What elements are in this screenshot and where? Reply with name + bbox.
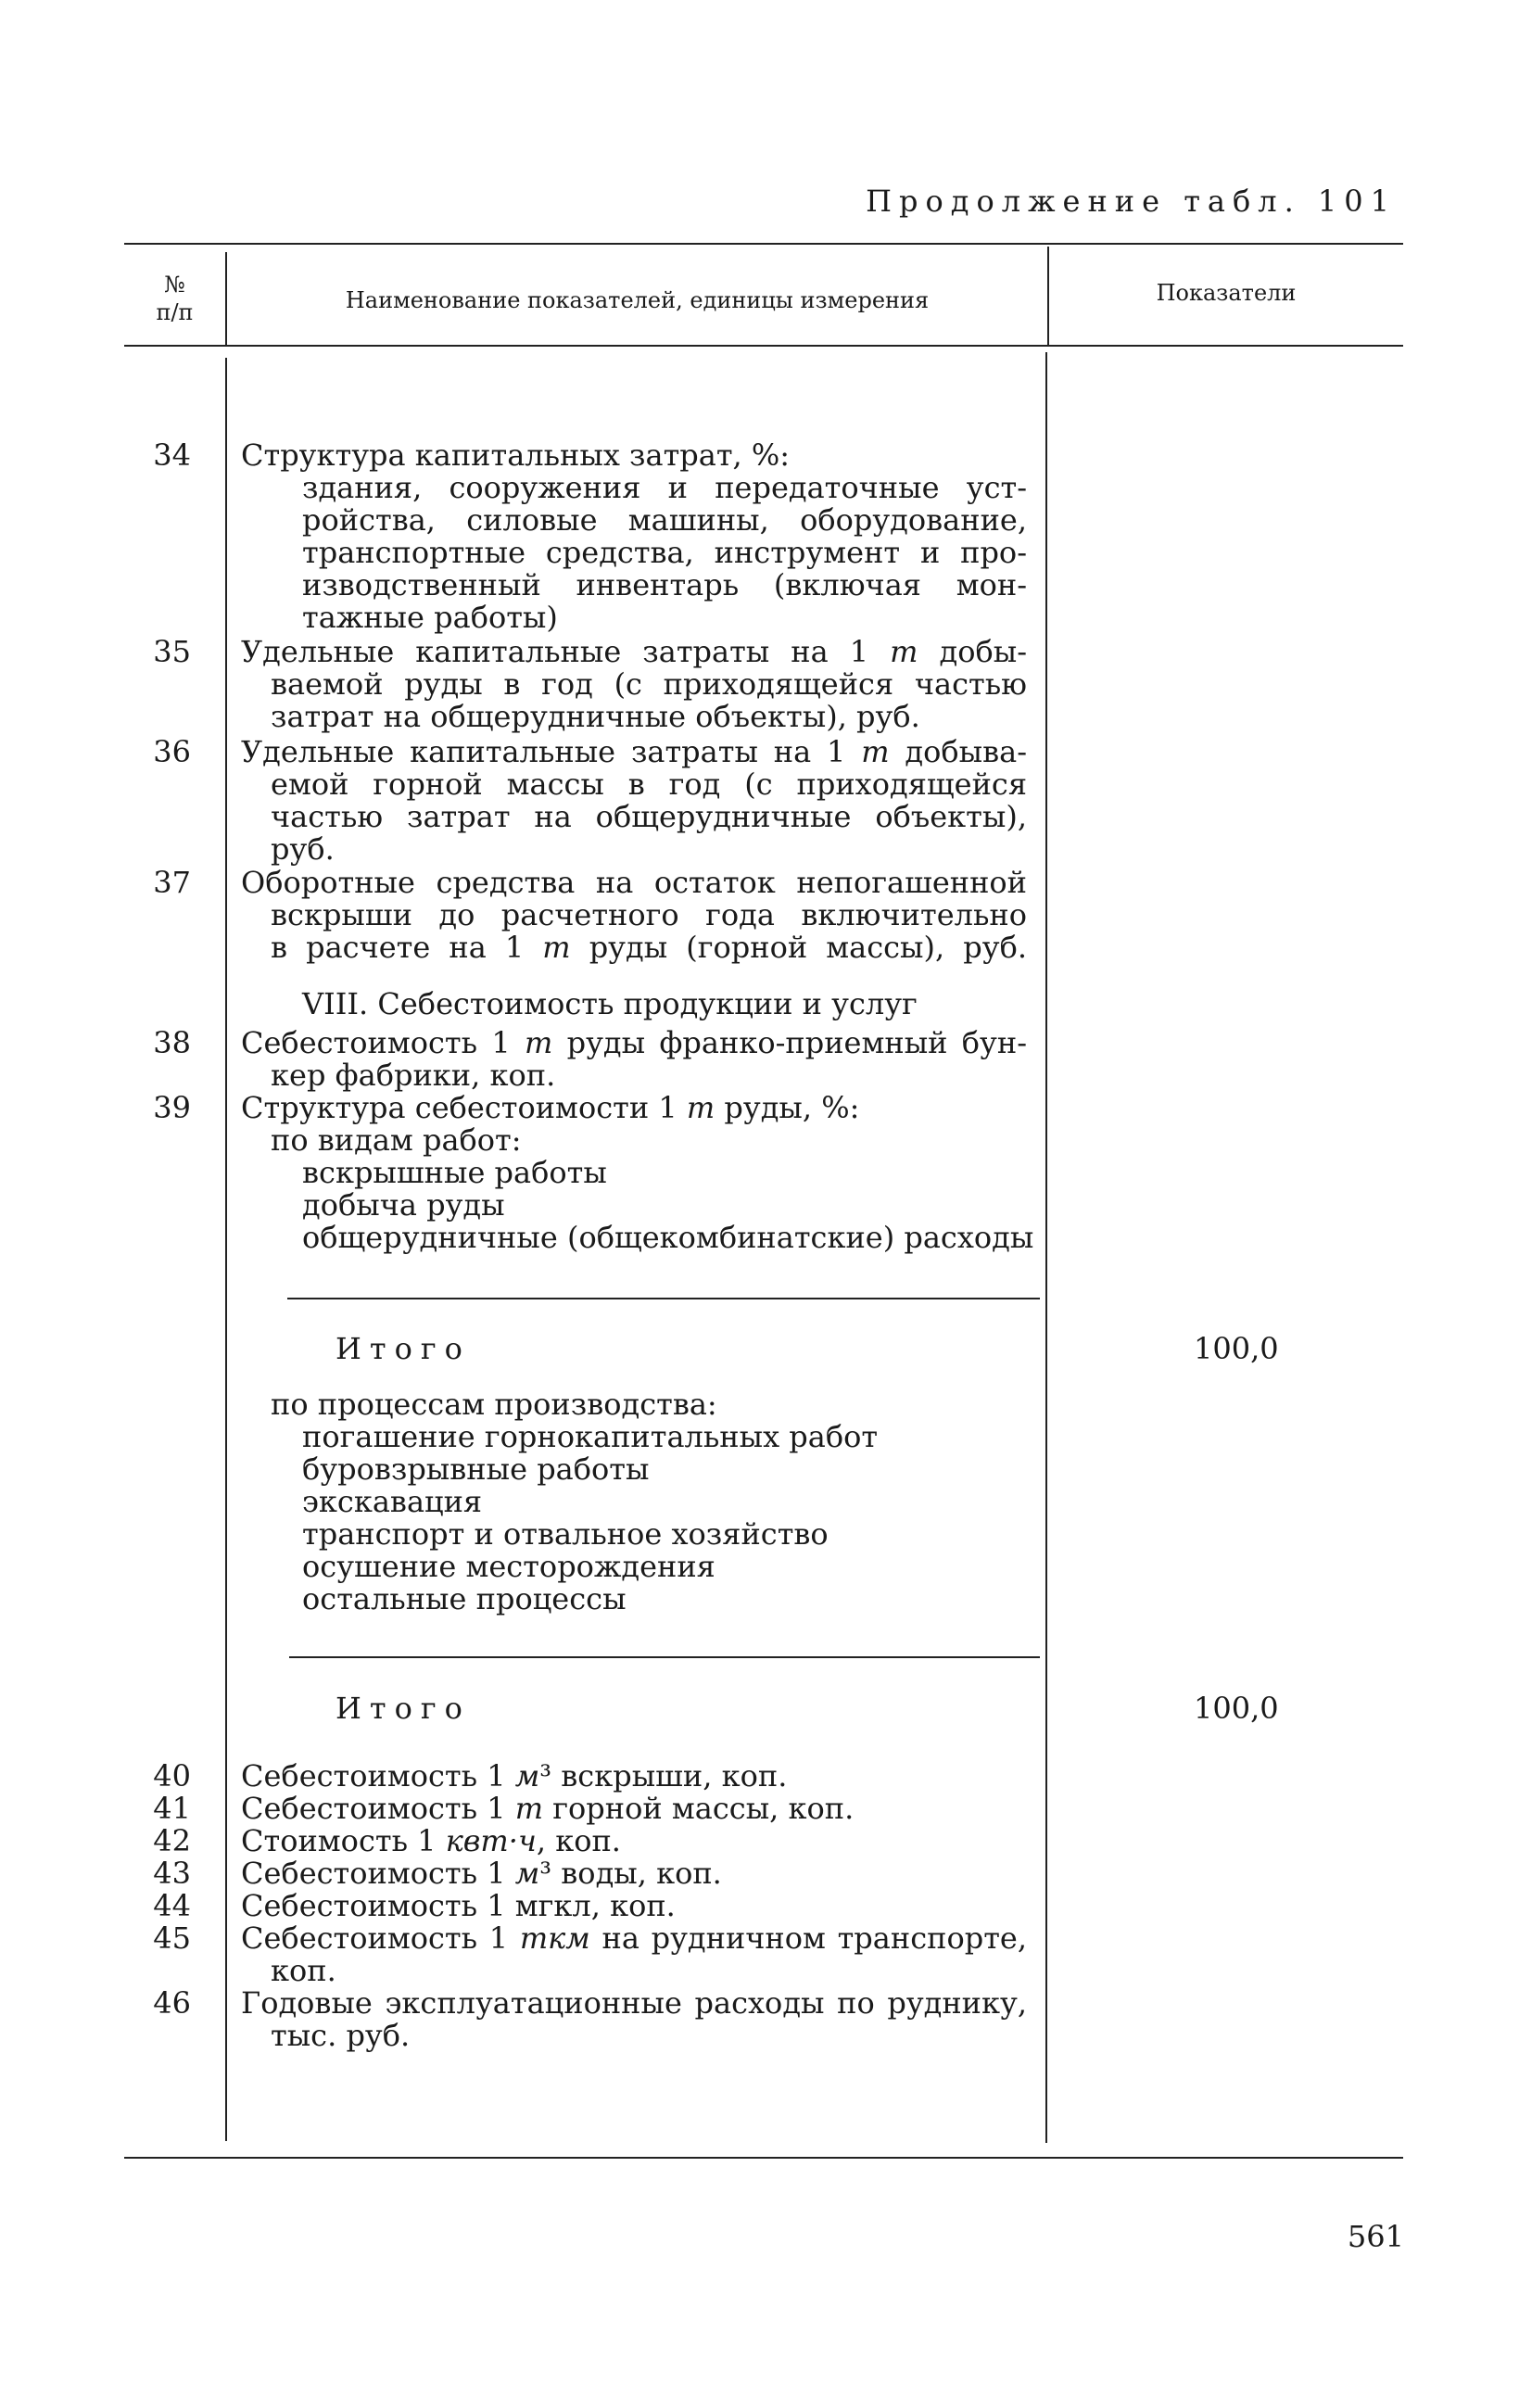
row-40-text: Себестоимость 1 м³ вскрыши, коп. bbox=[241, 1758, 788, 1793]
process-item-4: транспорт и отвальное хозяйство bbox=[302, 1516, 829, 1552]
row-36-line-4: руб. bbox=[271, 831, 335, 867]
row-39-line-2: по видам работ: bbox=[271, 1122, 522, 1158]
section-heading-viii: VIII. Себестоимость продукции и услуг bbox=[302, 986, 918, 1021]
row-43-text: Себестоимость 1 м³ воды, коп. bbox=[241, 1856, 722, 1891]
row-number-39: 39 bbox=[153, 1090, 191, 1125]
process-item-3: экскавация bbox=[302, 1484, 483, 1519]
row-number-34: 34 bbox=[153, 437, 191, 473]
row-number-38: 38 bbox=[153, 1025, 191, 1060]
row-46-line-2: тыс. руб. bbox=[271, 2018, 411, 2053]
column-header-name: Наименование показателей, единицы измерения bbox=[345, 287, 930, 313]
row-41-text: Себестоимость 1 т горной массы, коп. bbox=[241, 1791, 855, 1826]
row-37-line-2: вскрыши до расчетного года включительно bbox=[271, 897, 1027, 932]
total-value-2: 100,0 bbox=[1194, 1691, 1279, 1726]
by-process-label: по процессам производства: bbox=[271, 1387, 717, 1422]
row-39-line-5: общерудничные (общекомбинатские) расходы bbox=[302, 1220, 1034, 1255]
row-35-line-2: ваемой руды в год (с приходящейся частью bbox=[271, 666, 1027, 702]
row-34-line-2: здания, сооружения и передаточные уст- bbox=[302, 470, 1027, 505]
row-46-line-1: Годовые эксплуатационные расходы по руднику, bbox=[241, 1985, 1027, 2021]
table-top-rule bbox=[124, 243, 1403, 245]
row-number-43: 43 bbox=[153, 1856, 191, 1891]
subtotal-rule-2 bbox=[289, 1656, 1040, 1658]
row-number-45: 45 bbox=[153, 1920, 191, 1956]
process-item-2: буровзрывные работы bbox=[302, 1451, 650, 1487]
row-39-line-3: вскрышные работы bbox=[302, 1155, 607, 1190]
row-36-line-1: Удельные капитальные затраты на 1 т добыва- bbox=[241, 734, 1027, 769]
page-number: 561 bbox=[1347, 2219, 1404, 2254]
process-item-5: осушение месторождения bbox=[302, 1549, 715, 1584]
total-label-2: Итого bbox=[336, 1691, 471, 1726]
row-number-44: 44 bbox=[153, 1888, 191, 1923]
row-36-line-2: емой горной массы в год (с приходящейся bbox=[271, 767, 1027, 802]
row-38-line-2: кер фабрики, коп. bbox=[271, 1058, 556, 1093]
row-number-42: 42 bbox=[153, 1823, 191, 1858]
row-39-line-1: Структура себестоимости 1 т руды, %: bbox=[241, 1090, 860, 1125]
row-37-line-1: Оборотные средства на остаток непогашенной bbox=[241, 865, 1027, 900]
row-35-line-3: затрат на общерудничные объекты), руб. bbox=[271, 699, 920, 734]
row-number-41: 41 bbox=[153, 1791, 191, 1826]
row-34-line-6: тажные работы) bbox=[302, 600, 558, 635]
column-divider-right bbox=[1045, 352, 1047, 2143]
column-header-number bbox=[124, 271, 225, 326]
process-item-1: погашение горнокапитальных работ bbox=[302, 1419, 879, 1454]
row-36-line-3: частью затрат на общерудничные объекты), bbox=[271, 799, 1027, 834]
row-44-text: Себестоимость 1 мгкл, коп. bbox=[241, 1888, 676, 1923]
column-divider-left bbox=[225, 358, 227, 2141]
row-37-line-3: в расчете на 1 т руды (горной массы), руб. bbox=[271, 930, 1027, 965]
row-number-36: 36 bbox=[153, 734, 191, 769]
row-34-line-4: транспортные средства, инструмент и про- bbox=[302, 535, 1027, 570]
row-number-37: 37 bbox=[153, 865, 191, 900]
header-bottom-rule bbox=[124, 345, 1403, 347]
total-value-1: 100,0 bbox=[1194, 1331, 1279, 1366]
column-header-number-abbr: п/п bbox=[156, 299, 194, 325]
subtotal-rule-1 bbox=[287, 1298, 1040, 1299]
row-number-35: 35 bbox=[153, 634, 191, 669]
row-34-line-1: Структура капитальных затрат, %: bbox=[241, 437, 791, 473]
table-continuation-caption: Продолжение табл. 101 bbox=[866, 184, 1397, 219]
row-number-40: 40 bbox=[153, 1758, 191, 1793]
row-42-text: Стоимость 1 квт·ч, коп. bbox=[241, 1823, 621, 1858]
process-item-6: остальные процессы bbox=[302, 1581, 627, 1616]
row-39-line-4: добыча руды bbox=[302, 1187, 505, 1223]
row-35-line-1: Удельные капитальные затраты на 1 т добы- bbox=[241, 634, 1028, 669]
row-38-line-1: Себестоимость 1 т руды франко-приемный бун- bbox=[241, 1025, 1028, 1060]
table-bottom-rule bbox=[124, 2157, 1403, 2159]
row-45-line-1: Себестоимость 1 ткм на рудничном транспорте, bbox=[241, 1920, 1028, 1956]
row-34-line-3: ройства, силовые машины, оборудование, bbox=[302, 502, 1027, 538]
row-34-line-5: изводственный инвентарь (включая мон- bbox=[302, 567, 1027, 602]
row-number-46: 46 bbox=[153, 1985, 191, 2021]
row-45-line-2: коп. bbox=[271, 1953, 336, 1988]
total-label-1: Итого bbox=[336, 1331, 471, 1366]
column-header-values: Показатели bbox=[1156, 280, 1297, 306]
column-header-number-sign: № bbox=[164, 272, 185, 298]
